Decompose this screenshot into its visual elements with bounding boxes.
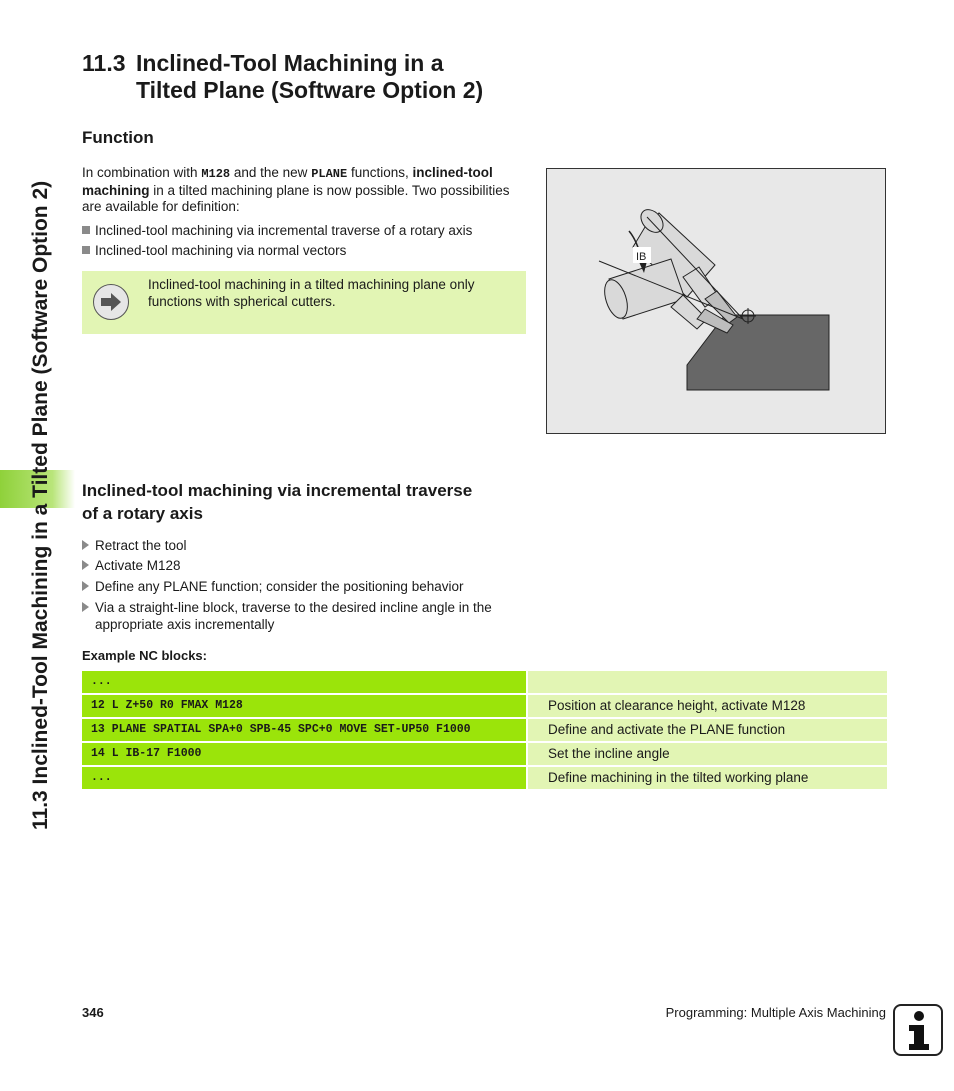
incremental-heading-line-1: Inclined-tool machining via incremental traverse (82, 481, 473, 500)
title-line-1: Inclined-Tool Machining in a (136, 50, 444, 76)
code-m128: M128 (201, 167, 231, 181)
step-item (82, 600, 527, 633)
triangle-right-icon (82, 540, 89, 550)
nc-code-cell: 12 L Z+50 R0 FMAX M128 (82, 695, 526, 717)
step-text: Via a straight-line block, traverse to the desired incline angle in the appropriate axis incrementally (95, 600, 492, 632)
intro-text: and the new (230, 165, 312, 180)
intro-text: in a tilted machining plane is now possible. Two possibilities are available for definition: (82, 182, 510, 214)
nc-desc-cell: Position at clearance height, activate M128 (528, 695, 887, 717)
code-plane: PLANE (311, 167, 348, 181)
note-box (82, 271, 526, 334)
chapter-title: Programming: Multiple Axis Machining (665, 1005, 886, 1020)
sidebar-title (4, 30, 54, 830)
function-intro (82, 165, 527, 216)
step-text: Retract the tool (95, 538, 187, 553)
nc-code-cell: ... (82, 671, 526, 693)
title-line-2: Tilted Plane (Software Option 2) (136, 77, 484, 103)
table-row (82, 695, 887, 717)
function-heading: Function (82, 128, 154, 147)
step-text: Activate M128 (95, 558, 181, 573)
nc-code-cell: ... (82, 767, 526, 789)
nc-desc-cell: Define and activate the PLANE function (528, 719, 887, 741)
tool-incline-figure (546, 168, 886, 434)
incremental-heading-line-2: of a rotary axis (82, 504, 203, 523)
table-row (82, 743, 887, 765)
nc-desc-cell: Define machining in the tilted working plane (528, 767, 887, 789)
sidebar-title-text: 11.3 Inclined-Tool Machining in a Tilted Plane (Software Option 2) (29, 180, 52, 830)
step-text: Define any PLANE function; consider the positioning behavior (95, 579, 464, 594)
note-text: Inclined-tool machining in a tilted machining plane only functions with spherical cutters. (148, 277, 475, 309)
example-label: Example NC blocks: (82, 648, 207, 663)
info-icon (893, 1004, 943, 1056)
table-row (82, 719, 887, 741)
step-item (82, 579, 527, 596)
intro-bold: inclined-tool machining (82, 165, 493, 198)
list-item (82, 223, 527, 240)
nc-blocks-table (82, 671, 887, 791)
list-item-text: Inclined-tool machining via normal vectors (95, 243, 347, 258)
triangle-right-icon (82, 581, 89, 591)
step-item (82, 538, 527, 555)
triangle-right-icon (82, 560, 89, 570)
table-row (82, 767, 887, 789)
table-row (82, 671, 887, 693)
figure-label-ib: IB (636, 251, 647, 263)
page-number: 346 (82, 1005, 104, 1020)
arrow-right-icon (93, 284, 129, 320)
page-title (82, 50, 483, 104)
triangle-right-icon (82, 602, 89, 612)
nc-desc-cell: Set the incline angle (528, 743, 887, 765)
incremental-heading (82, 479, 532, 525)
bullet-square-icon (82, 246, 90, 254)
step-item (82, 558, 527, 575)
intro-text: In combination with (82, 165, 202, 180)
bullet-square-icon (82, 226, 90, 234)
nc-code-cell: 14 L IB-17 F1000 (82, 743, 526, 765)
list-item (82, 243, 527, 260)
nc-code-cell: 13 PLANE SPATIAL SPA+0 SPB-45 SPC+0 MOVE SET-UP50 F1000 (82, 719, 526, 741)
nc-desc-cell (528, 671, 887, 693)
section-number: 11.3 (82, 50, 126, 76)
intro-text: functions, (347, 165, 413, 180)
list-item-text: Inclined-tool machining via incremental traverse of a rotary axis (95, 223, 473, 238)
